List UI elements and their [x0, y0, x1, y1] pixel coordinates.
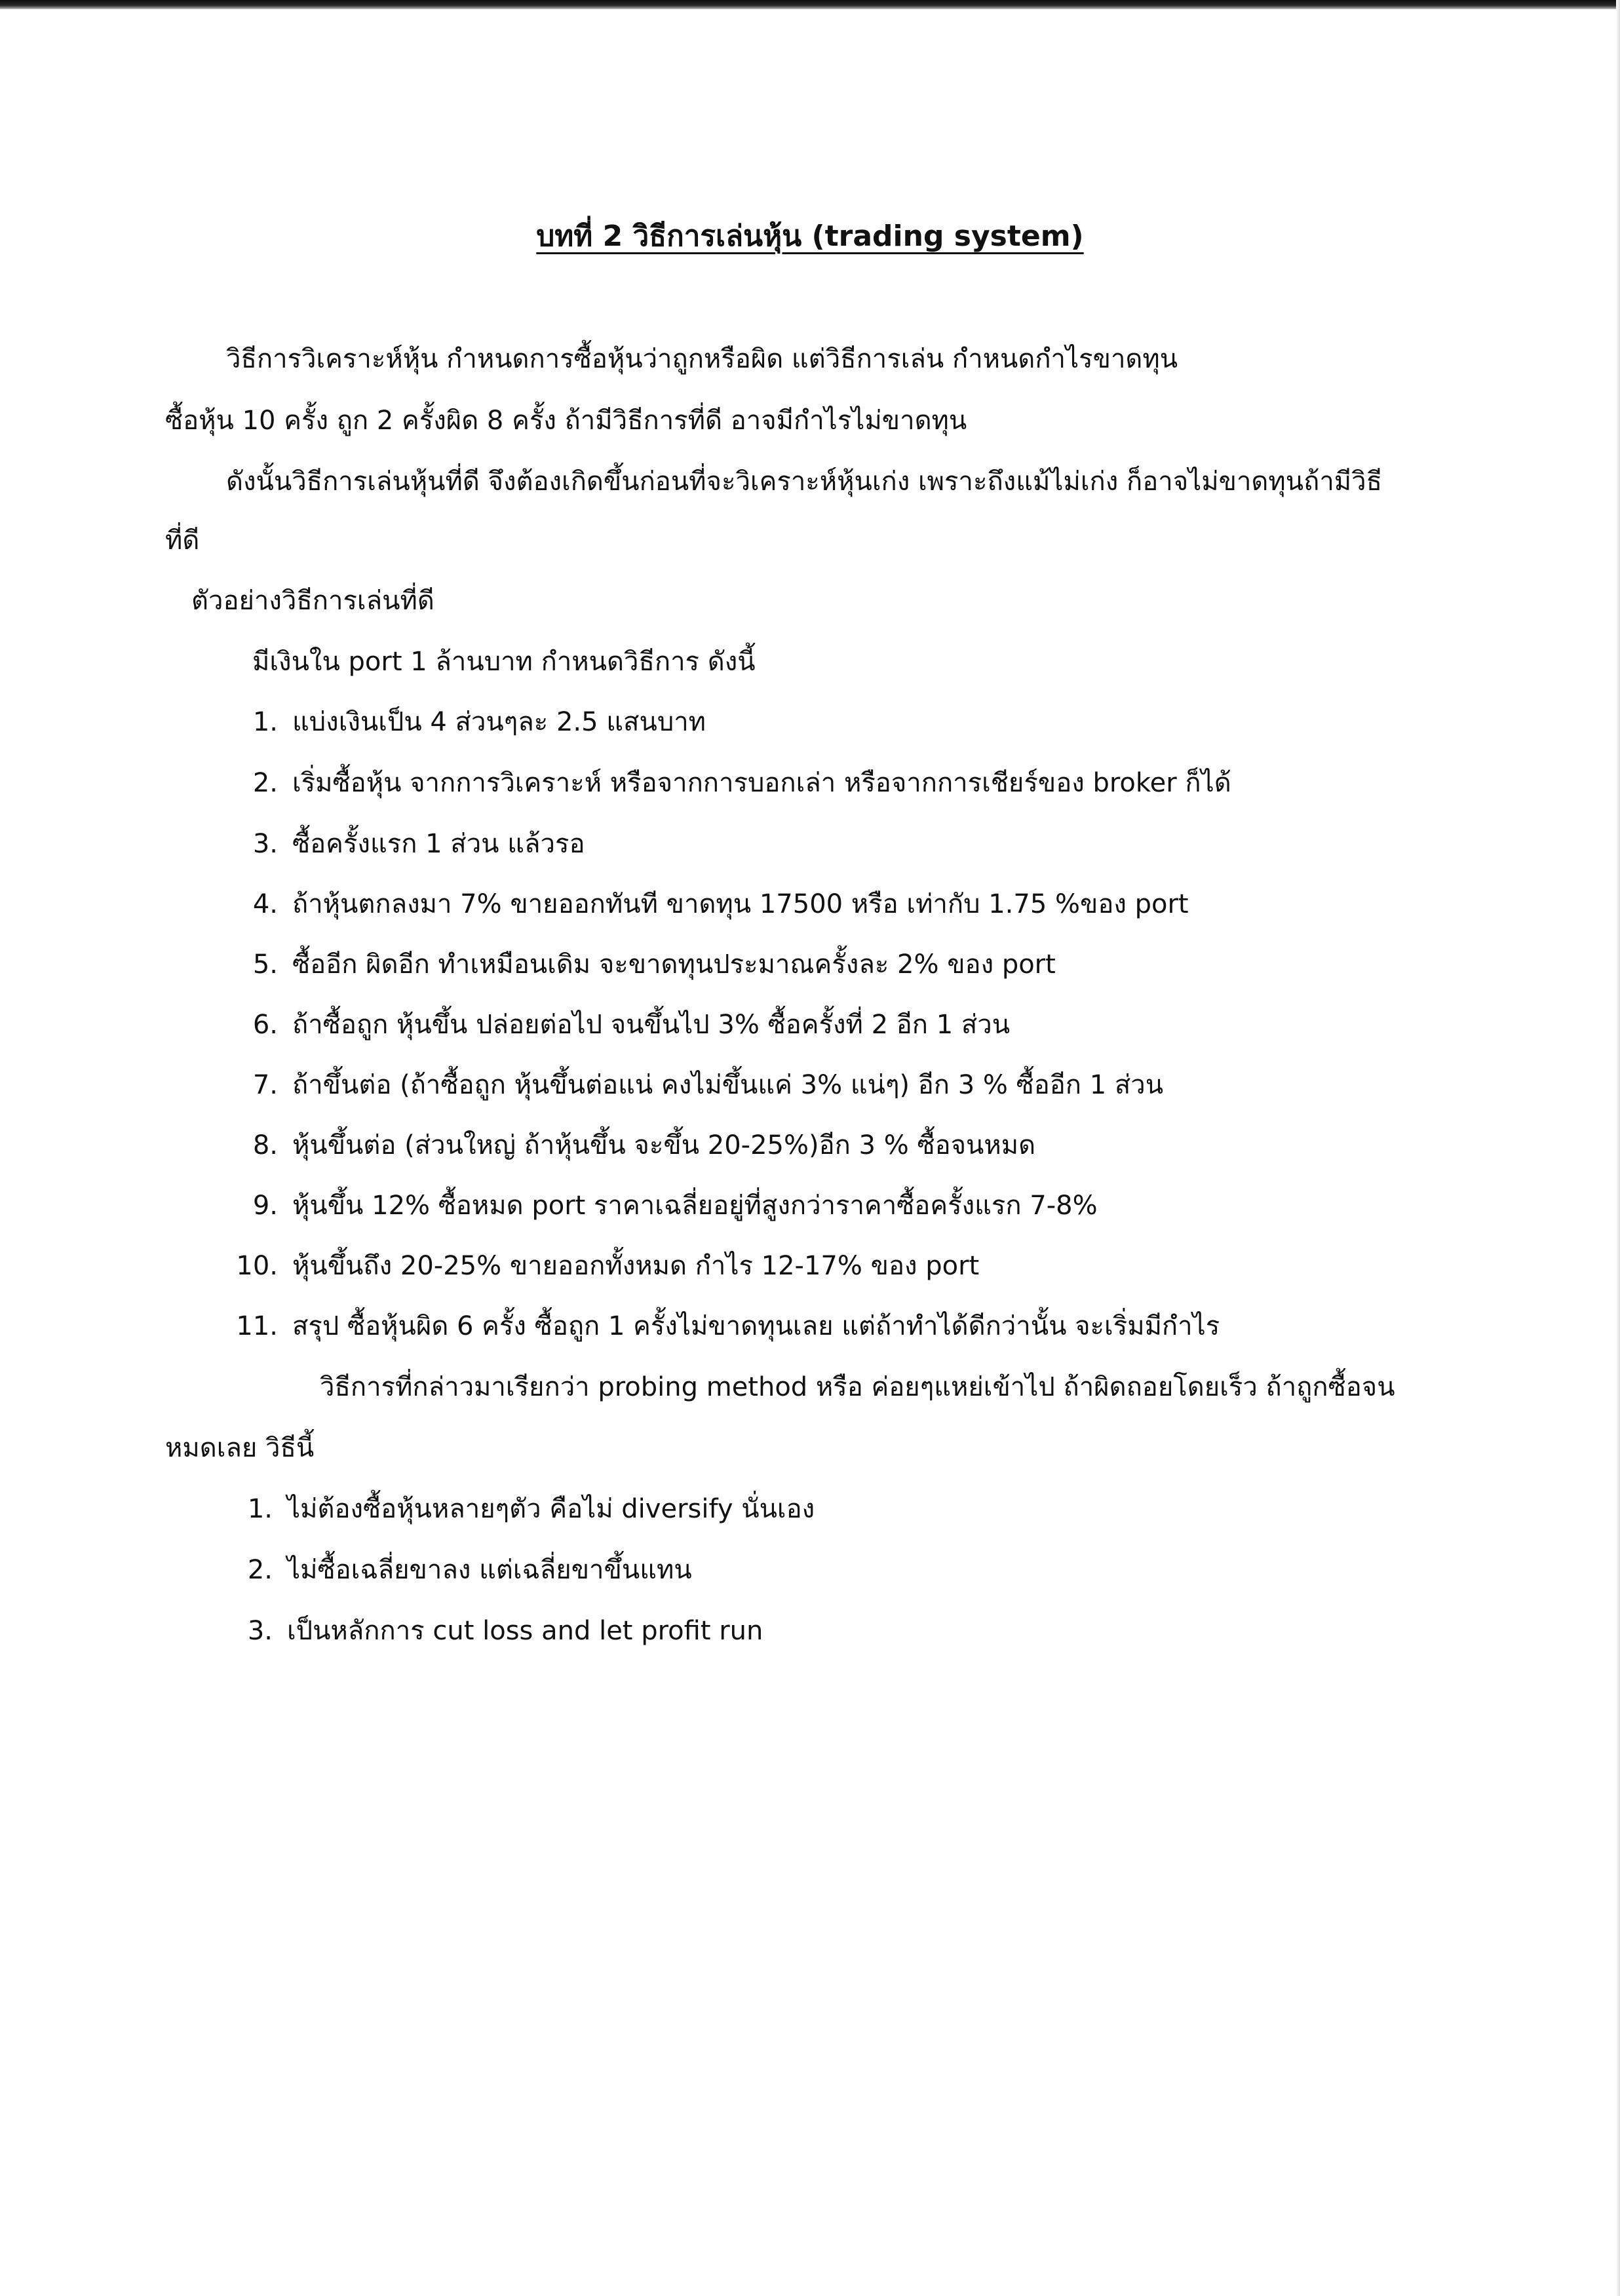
step-text: ถ้าขึ้นต่อ (ถ้าซื้อถูก หุ้นขึ้นต่อแน่ คงไม่ขึ้นแค่ 3% แน่ๆ) อีก 3 % ซื้ออีก 1 ส่วน [292, 1070, 1164, 1100]
step-item [236, 770, 1231, 796]
step-item [236, 891, 1189, 917]
step-text: หุ้นขึ้นต่อ (ส่วนใหญ่ ถ้าหุ้นขึ้น จะขึ้น 20-25%)อีก 3 % ซื้อจนหมด [292, 1130, 1036, 1160]
method-paragraph-line-2: หมดเลย วิธีนี้ [165, 1433, 315, 1463]
method-point [231, 1618, 763, 1644]
step-number: 6. [252, 1010, 278, 1040]
step-text: ซื้อครั้งแรก 1 ส่วน แล้วรอ [292, 829, 585, 859]
second-paragraph-line-2: ที่ดี [165, 526, 200, 556]
step-text: เริ่มซื้อหุ้น จากการวิเคราะห์ หรือจากการบอกเล่า หรือจากการเชียร์ของ broker ก็ได้ [292, 768, 1231, 798]
method-point-text: ไม่ต้องซื้อหุ้นหลายๆตัว คือไม่ diversify นั่นเอง [287, 1494, 815, 1524]
chapter-title: บทที่ 2 วิธีการเล่นหุ้น (trading system) [536, 220, 1084, 253]
method-point-text: เป็นหลักการ cut loss and let profit run [287, 1616, 763, 1646]
method-point-number: 3. [247, 1616, 273, 1646]
step-text: ซื้ออีก ผิดอีก ทำเหมือนเดิม จะขาดทุนประมาณครั้งละ 2% ของ port [292, 949, 1056, 980]
method-point-number: 2. [247, 1555, 273, 1585]
step-text: ถ้าซื้อถูก หุ้นขึ้น ปล่อยต่อไป จนขึ้นไป 3% ซื้อครั้งที่ 2 อีก 1 ส่วน [292, 1010, 1011, 1040]
step-item [236, 1072, 1163, 1098]
step-text: แบ่งเงินเป็น 4 ส่วนๆละ 2.5 แสนบาท [292, 707, 706, 737]
step-item [236, 951, 1056, 978]
step-number: 8. [252, 1130, 278, 1160]
step-number: 10. [236, 1251, 278, 1281]
step-number: 11. [236, 1311, 278, 1341]
step-number: 1. [252, 707, 278, 737]
step-text: หุ้นขึ้น 12% ซื้อหมด port ราคาเฉลี่ยอยู่ที่สูงกว่าราคาซื้อครั้งแรก 7-8% [292, 1191, 1098, 1221]
step-item [224, 1313, 1220, 1339]
step-item [224, 1253, 979, 1279]
method-point-number: 1. [247, 1494, 273, 1524]
method-point [231, 1496, 815, 1522]
step-number: 5. [252, 949, 278, 980]
example-heading: ตัวอย่างวิธีการเล่นที่ดี [191, 586, 434, 616]
step-text: ถ้าหุ้นตกลงมา 7% ขายออกทันที ขาดทุน 17500 หรือ เท่ากับ 1.75 %ของ port [292, 889, 1189, 919]
example-intro: มีเงินใน port 1 ล้านบาท กำหนดวิธีการ ดังนี้ [252, 647, 756, 677]
second-paragraph-line-1: ดังนั้นวิธีการเล่นหุ้นที่ดี จึงต้องเกิดขึ้นก่อนที่จะวิเคราะห์หุ้นเก่ง เพราะถึงแม้ไม่เก่ง ก็อาจไม่ขาดทุนถ้ามีวิธี [226, 467, 1383, 497]
step-item [236, 709, 706, 735]
step-number: 9. [252, 1191, 278, 1221]
step-item [236, 1012, 1010, 1038]
method-paragraph-line-1: วิธีการที่กล่าวมาเรียกว่า probing method หรือ ค่อยๆแหย่เข้าไป ถ้าผิดถอยโดยเร็ว ถ้าถูกซื้อจน [320, 1372, 1395, 1402]
step-item [236, 1132, 1035, 1158]
step-number: 4. [252, 889, 278, 919]
step-item [236, 831, 585, 857]
method-point [231, 1557, 692, 1583]
method-point-text: ไม่ซื้อเฉลี่ยขาลง แต่เฉลี่ยขาขึ้นแทน [287, 1555, 692, 1585]
step-number: 7. [252, 1070, 278, 1100]
step-number: 3. [252, 829, 278, 859]
intro-paragraph-line-2: ซื้อหุ้น 10 ครั้ง ถูก 2 ครั้งผิด 8 ครั้ง ถ้ามีวิธีการที่ดี อาจมีกำไรไม่ขาดทุน [165, 406, 967, 436]
step-number: 2. [252, 768, 278, 798]
intro-paragraph-line-1: วิธีการวิเคราะห์หุ้น กำหนดการซื้อหุ้นว่าถูกหรือผิด แต่วิธีการเล่น กำหนดกำไรขาดทุน [226, 344, 1178, 374]
step-item [236, 1193, 1098, 1219]
step-text: สรุป ซื้อหุ้นผิด 6 ครั้ง ซื้อถูก 1 ครั้งไม่ขาดทุนเลย แต่ถ้าทำได้ดีกว่านั้น จะเริ่มมีกำไร [292, 1311, 1220, 1341]
step-text: หุ้นขึ้นถึง 20-25% ขายออกทั้งหมด กำไร 12-17% ของ port [292, 1251, 980, 1281]
